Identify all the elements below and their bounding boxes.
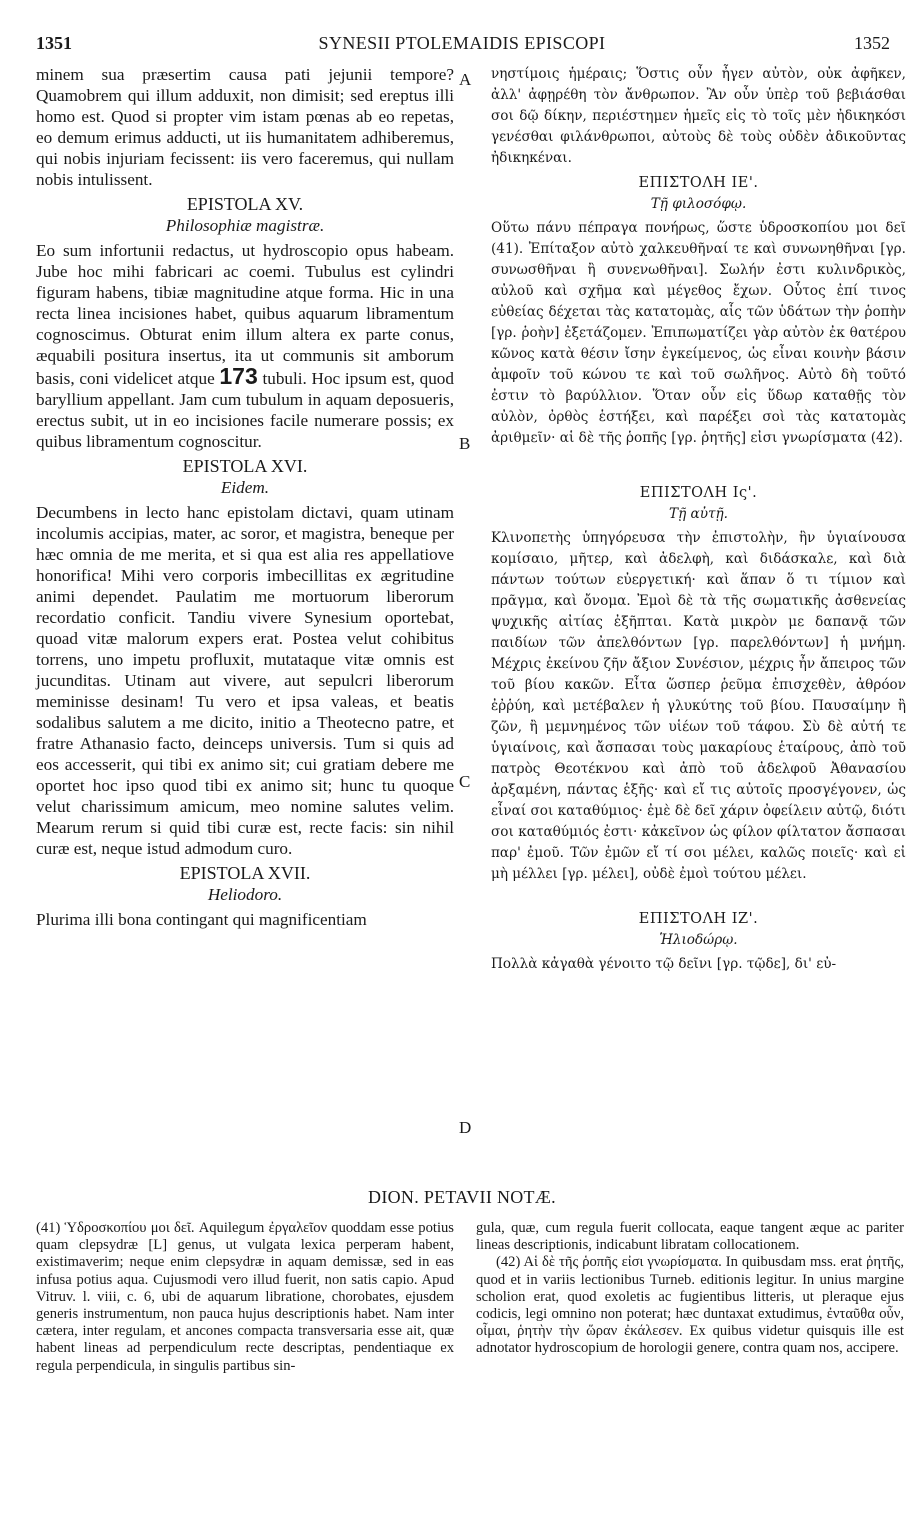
section-marker-d: D <box>459 1118 472 1137</box>
page-number-right: 1352 <box>854 33 890 53</box>
greek-epistle-17-text: Πολλὰ κἀγαθὰ γένοιτο τῷ δεῖνι [γρ. τῷδε], δι' εὐ- <box>491 956 837 972</box>
latin-epistle-16-addressee: Eidem. <box>220 478 270 497</box>
greek-epistle-16-text: Κλινοπετὴς ὑπηγόρευσα τὴν ἐπιστολὴν, ἣν ὑγιαίνουσα κομίσαιο, μῆτερ, καὶ ἀδελφὴ, καὶ διδάσκαλε, καὶ διὰ πάντων τούτων εὐεργετική· καὶ ἅπαν ὅ τι τίμιον καὶ πρᾶγμα, καὶ ὄνομα. Ἐμοὶ δὲ τὰ τῆς σωματικῆς ἀσθενείας ψυχικῆς αἰτίας ἐξῆπται. Κατὰ μικρὸν με δαπανᾷ τῶν παιδίων τῶν ἀπελθόντων [γρ. παρελθόντων] ἡ μνήμη. Μέχρις ἐκείνου ζῆν ἄξιον Συνέσιον, μέχρις ἦν ἄπειρος τῶν τοῦ βίου κακῶν. Εἶτα ὥσπερ ῥεῦμα ἐπισχεθὲν, ἀθρόον ἐῤῥύη, καὶ μετέβαλεν ἡ γλυκύτης τοῦ βίου. Παυσαίμην ἢ ζῶν, ἢ μεμνημένος τῶν υἱέων τοῦ τάφου. Σὺ δὲ αὐτή τε ὑγιαίνοις, καὶ ἄσπασαι τοὺς μακαρίους ἑταίρους, ἀπὸ τοῦ πατρὸς Θεοτέκνου καὶ ἀπὸ τοῦ ἀδελφοῦ Ἀθανασίου ἀρξαμένη, πάντας ἑξῆς· καὶ εἴ τις αὐτοῖς προσγέγονεν, ὡς εἶναί σοι καταθύμιος· ἐμὲ δὲ δεῖ χάριν ὀφείλειν αὐτῷ, διότι σοι καταθύμιός ἐστι· κἀκεῖνον ὡς φίλον φίλτατον ἄσπασαι παρ' ἐμοῦ. Τῶν ἐμῶν εἴ τί σοι μέλει, καλῶς ποιεῖς· καὶ εἰ μὴ μέλλει [γρ. μέλει], οὐδὲ ἐμοὶ τούτου μέλει. <box>491 530 906 882</box>
latin-epistle-17-title: EPISTOLA XVII. <box>179 863 311 883</box>
latin-epistle-17-text: Plurima illi bona contingant qui magnificentiam <box>36 910 367 929</box>
column-number: 173 <box>219 363 258 389</box>
latin-column <box>36 64 454 930</box>
running-title: SYNESII PTOLEMAIDIS EPISCOPI <box>318 33 606 53</box>
greek-column <box>491 64 906 975</box>
notes-left-column <box>36 1220 454 1375</box>
notes-title: DION. PETAVII NOTÆ. <box>368 1187 556 1207</box>
page-number-left: 1351 <box>36 33 72 53</box>
greek-epistle-16-addressee: Τῇ αὐτῇ. <box>669 506 728 522</box>
greek-epistle-16-title: ΕΠΙΣΤΟΛΗ Ις'. <box>639 485 758 501</box>
note-42: (42) Αἱ δὲ τῆς ῥοπῆς εἰσι γνωρίσματα. In quibusdam mss. erat ῥητῆς, quod et in variis lectionibus Turneb. editionis legitur. In unius margine scholion erat, quod exoletis ac fugientibus litteris, ut pleraque ejus codicis, legi omnino non poterat; hæc duntaxat extudimus, ἐνταῦθα οὖν, οἶμαι, ῥητὴν τὴν ὥραν ἐκάλεσεν. Ex quibus videtur quisquis ille est adnotator hydroscopium de horologii genere, contra quam nos, accipere. <box>476 1254 904 1357</box>
latin-epistle-17-addressee: Heliodoro. <box>207 885 283 904</box>
section-marker-b: B <box>459 434 471 453</box>
greek-paragraph-opening: νηστίμοις ἡμέραις; Ὅστις οὖν ἦγεν αὐτὸν, οὐκ ἀφῆκεν, ἀλλ' ἀφῃρέθη τὸν ἄνθρωπον. Ἂν οὖν ὑπὲρ τοῦ βεβιάσθαι σοι δῷ δίκην, περιέστημεν ἡμεῖς εἰς τὸ τοῖς μὲν ἠδικηκόσι γενέσθαι φιλάνθρωποι, αὐτοὺς δὲ τοὺς οὐδὲν ἀδικοῦντας ἠδικηκέναι. <box>491 66 906 166</box>
page-header <box>0 33 924 57</box>
greek-epistle-15-title: ΕΠΙΣΤΟΛΗ ΙΕ'. <box>638 175 759 191</box>
greek-epistle-17-addressee: Ἡλιοδώρῳ. <box>659 932 738 948</box>
greek-epistle-15-text: Οὕτω πάνυ πέπραγα πονήρως, ὥστε ὑδροσκοπίου μοι δεῖ (41). Ἐπίταξον αὐτὸ χαλκευθῆναί τε καὶ συνωνηθῆναι [γρ. συνωσθῆναι ἢ συνενωθῆναι]. Σωλήν ἐστι κυλινδρικὸς, αὐλοῦ καὶ σχῆμα καὶ μέγεθος ἔχων. Οὗτος ἐπί τινος εὐθείας δέχεται τὰς κατατομὰς, αἷς τῶν ὑδάτων τὴν ῥοπὴν [γρ. ῥοὴν] ἐξετάζομεν. Ἐπιπωματίζει γὰρ αὐτὸν ἐκ θατέρου κῶνος κατὰ θέσιν ἴσην ἐγκείμενος, ὡς εἶναι κοινὴν βάσιν ἀμφοῖν τοῦ κώνου τε καὶ τοῦ σωλῆνος. Αὐτὸ δὴ τοῦτό ἐστιν τὸ βαρύλλιον. Ὅταν οὖν εἰς ὕδωρ καταθῇς τὸν αὐλὸν, ὀρθὸς ἑστήξει, καὶ παρέξει σοὶ τὰς κατατομὰς ἀριθμεῖν· αἱ δὲ τῆς ῥοπῆς [γρ. ῥητῆς] εἰσι γνωρίσματα (42). <box>491 220 906 446</box>
greek-epistle-15-addressee: Τῇ φιλοσόφῳ. <box>650 196 747 212</box>
section-marker-c: C <box>459 772 471 791</box>
latin-epistle-15-title: EPISTOLA XV. <box>186 194 304 214</box>
latin-paragraph-opening: minem sua præsertim causa pati jejunii tempore? Quamobrem qui illum adduxit, non dimisit; sed ereptus illi homo est. Quod si propter vim istam pœnas ab eo repetas, eo demum erimus adducti, ut iis humanitatem adhiberemus, qui nobis injuriam fecissent: iis vero faceremus, qui nullam nobis intulissent. <box>36 65 454 189</box>
note-41: (41) Ὑδροσκοπίου μοι δεῖ. Aquilegum ἐργαλεῖον quoddam esse potius quam clepsydræ [L] genus, ut vulgata lexica perperam habent, existimaverim; neque enim clepsydræ in aquam demissæ, sed in eas infusa potius aqua. Cujusmodi vero illud fuerit, non satis capio. Apud Vitruv. l. viii, c. 6, ubi de aquarum libratione, chorobates, ejusdem generis instrumentum, non pauca hujus descriptionis habet. Nam inter cætera, inter regulam, et ancones compacta transversaria esse ait, quæ habent lineas ad perpendiculum recte descriptas, pendentiaque ex regula perpendicula, in singulis partibus sin- <box>36 1220 454 1374</box>
section-marker-a: A <box>459 70 472 89</box>
greek-epistle-17-title: ΕΠΙΣΤΟΛΗ ΙΖ'. <box>638 911 759 927</box>
latin-epistle-16-text: Decumbens in lecto hanc epistolam dictavi, quam utinam incolumis accipias, mater, ac soror, et magistra, beneque per hæc omnia de me merita, et si qua est alia res appellatiove honorifica! Mihi vero corporis imbecillitas ex ægritudine animi dependet. Paulatim me mortuorum liberorum recordatio conficit. Tandiu vivere Synesium oportebat, quoad vitæ malorum expers erat. Postea velut cohibitus torrens, uno impetu profluxit, mutataque vitæ omnis est jucunditas. Utinam aut vivere, aut sepulcri liberorum meminisse desinam! Tu vero et ipsa valeas, et beatis sodalibus salutem a me dicito, initio a Theotecno patre, et fratre Athanasio facto, deinceps universis. Tum si quis ad eos accesserit, qui tibi ex animo sit; cui gratiam debere me oportet hoc ipso quod tibi ex animo sit; hunc tu quoque velut charissimum amicum, meo nomine salutes velim. Mearum rerum si quid tibi curæ est, recte facis: sin nihil curæ est, neque istud admodum curo. <box>36 503 454 858</box>
latin-epistle-15-addressee: Philosophiæ magistræ. <box>165 216 325 235</box>
notes-right-column <box>476 1220 904 1358</box>
latin-epistle-15-text: Eo sum infortunii redactus, ut hydroscopio opus habeam. Jube hoc mihi fabricari ac coemi. Tubulus est cylindri figuram habens, tibiæ magnitudine atque forma. Hic in una recta linea incisiones habet, quibus aquarum libramentum cognoscimus. Obturat enim illum altera ex parte conus, æquabili positura insertus, ita ut communis sit amborum basis, coni videlicet atque 173 tubuli. Hoc ipsum est, quod baryllium appellant. Jam cum tubulum in aquam deposueris, erectus subit, ut in eo incisiones facile numerare possis; ex quibus libramentum cognoscitur. <box>36 241 454 451</box>
note-41-continued: gula, quæ, cum regula fuerit collocata, eaque tangent æque ac pariter lineas descriptionis, indicabunt libratam collocationem. <box>476 1220 904 1254</box>
latin-epistle-16-title: EPISTOLA XVI. <box>182 456 308 476</box>
